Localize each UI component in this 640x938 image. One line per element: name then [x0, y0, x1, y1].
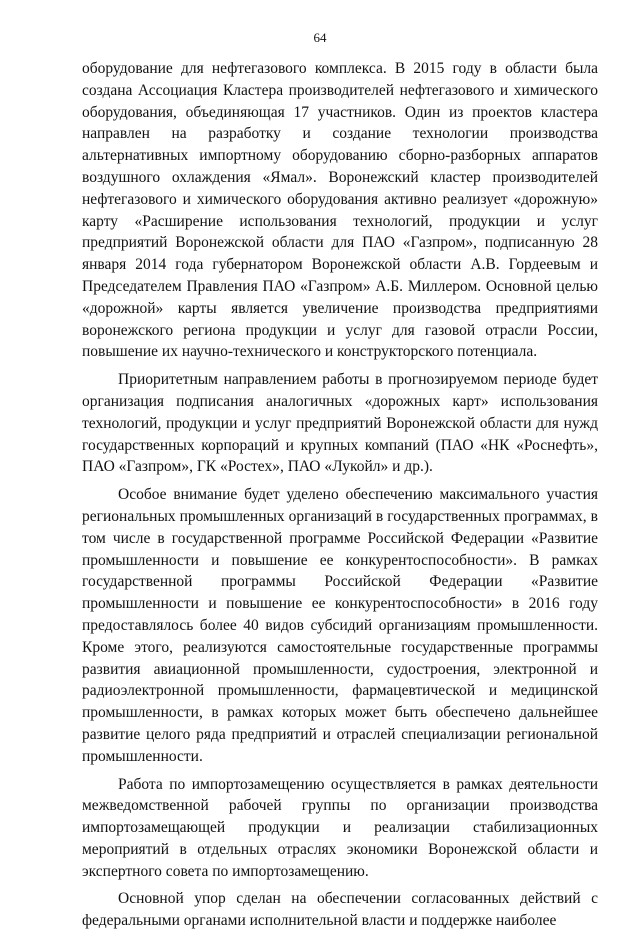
paragraph-2: Приоритетным направлением работы в прогнозируемом периоде будет организация подписания аналогичных «дорожных карт» использования технологий, продукции и услуг предприятий Воронежской области для нужд государственных корпораций и крупных компаний (ПАО «НК «Роснефть», ПАО «Газпром», ГК «Ростех», ПАО «Лукойл» и др.).	[82, 371, 598, 476]
body-text	[82, 58, 598, 938]
paragraph-5: Основной упор сделан на обеспечении согласованных действий с федеральными органами исполнительной власти и поддержке наиболее	[82, 890, 598, 930]
paragraph-3: Особое внимание будет уделено обеспечению максимального участия региональных промышленных организаций в государственных программах, в том числе в государственной программе Российской Федерации «Развитие промышленности и повышение ее конкурентоспособности». В рамках государственной программы Российской Федерации «Развитие промышленности и повышение ее конкурентоспособности» в 2016 году предоставлялось более 40 видов субсидий организациям промышленности. Кроме этого, реализуются самостоятельные государственные программы развития авиационной промышленности, судостроения, электронной и радиоэлектронной промышленности, фармацевтической и медицинской промышленности, в рамках которых может быть обеспечено дальнейшее развитие целого ряда предприятий и отраслей специализации региональной промышленности.	[82, 486, 598, 765]
paragraph-4: Работа по импортозамещению осуществляется в рамках деятельности межведомственной рабочей группы по организации производства импортозамещающей продукции и реализации стабилизационных мероприятий в отдельных отраслях экономики Воронежской области и экспертного совета по импортозамещению.	[82, 775, 598, 880]
page-number: 64	[313, 30, 327, 45]
paragraph-1: оборудование для нефтегазового комплекса. В 2015 году в области была создана Ассоциация Кластера производителей нефтегазового и химического оборудования, объединяющая 17 участников. Один из проектов кластера направлен на разработку и создание технологии производства альтернативных импортному оборудованию сборно-разборных аппаратов воздушного охлаждения «Ямал». Воронежский кластер производителей нефтегазового и химического оборудования активно реализует «дорожную» карту «Расширение использования технологий, продукции и услуг предприятий Воронежской области для ПАО «Газпром», подписанную 28 января 2014 года губернатором Воронежской области А.В. Гордеевым и Председателем Правления ПАО «Газпром» А.Б. Миллером. Основной целью «дорожной» карты является увеличение производства предприятиями воронежского региона продукции и услуг для газовой отрасли России, повышение их научно-технического и конструкторского потенциала.	[82, 60, 598, 361]
